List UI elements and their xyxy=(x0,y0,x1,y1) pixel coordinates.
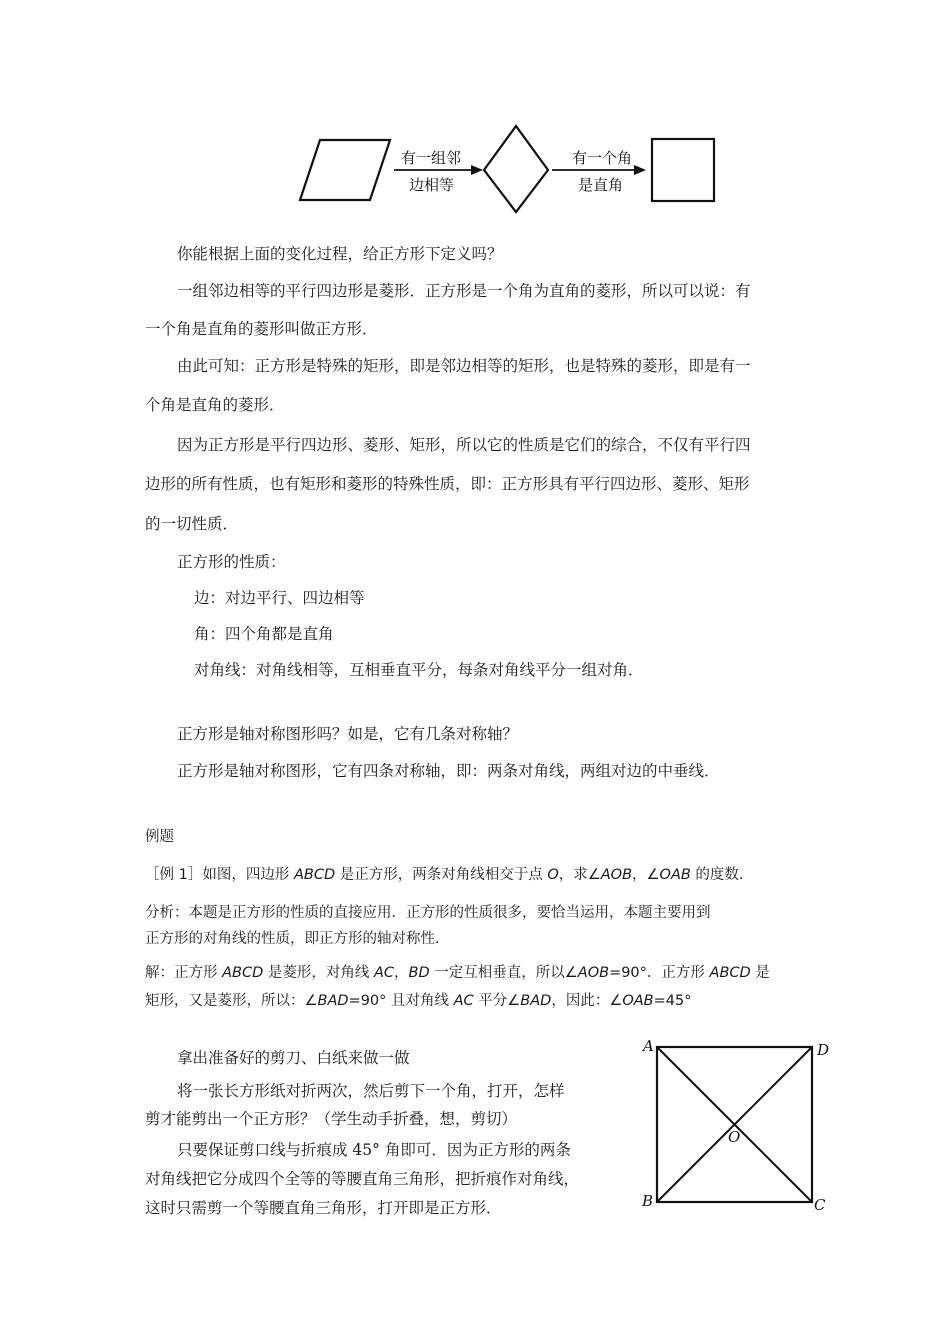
rhombus-shape xyxy=(484,126,548,212)
activity-line-2: 将一张长方形纸对折两次，然后剪下一个角，打开，怎样 xyxy=(177,1082,565,1100)
sol-b-5: =45° xyxy=(653,993,692,1009)
analysis-line-1: 分析：本题是正方形的性质的直接应用．正方形的性质很多，要恰当运用，本题主要用到 xyxy=(145,905,711,921)
solution-line-1 xyxy=(145,963,770,983)
ex1-abcd: ABCD xyxy=(293,867,336,883)
sol-b-ac: AC xyxy=(453,993,474,1009)
solution-line-2 xyxy=(145,991,691,1011)
center-label-o: O xyxy=(728,1128,741,1146)
sol-a-6: 是 xyxy=(750,965,770,981)
vertex-label-a: A xyxy=(643,1037,654,1055)
definition-question: 你能根据上面的变化过程，给正方形下定义吗？ xyxy=(177,245,503,263)
arrow-2-head xyxy=(634,165,646,175)
sol-a-5: =90°．正方形 xyxy=(609,965,710,981)
sol-a-bd: BD xyxy=(408,965,430,981)
paragraph-3-line-1: 因为正方形是平行四边形、菱形、矩形，所以它的性质是它们的综合，不仅有平行四 xyxy=(177,436,751,454)
paragraph-3-line-3: 的一切性质． xyxy=(145,515,239,533)
sol-a-4: 一定互相垂直，所以∠ xyxy=(429,965,578,981)
vertex-label-d: D xyxy=(817,1041,830,1059)
arrow-1-head xyxy=(471,165,483,175)
ex1-o: O xyxy=(547,867,559,883)
sol-a-abcd: ABCD xyxy=(222,965,264,981)
activity-line-3: 剪才能剪出一个正方形？（学生动手折叠，想，剪切） xyxy=(145,1110,518,1128)
ex1-mid3: ，∠ xyxy=(632,867,660,883)
sol-b-bad: BAD xyxy=(317,993,349,1009)
ex1-mid2: ，求∠ xyxy=(558,867,601,883)
activity-line-4: 只要保证剪口线与折痕成 45° 角即可．因为正方形的两条 xyxy=(177,1141,571,1159)
square-shape xyxy=(652,139,714,201)
sol-b-oab: OAB xyxy=(622,993,654,1009)
ex1-prefix: ［例 1］如图，四边形 xyxy=(145,867,294,883)
activity-line-6: 这时只需剪一个等腰直角三角形，打开即是正方形． xyxy=(145,1199,502,1217)
square-abcd-figure xyxy=(636,1034,836,1219)
sol-a-abcd2: ABCD xyxy=(709,965,751,981)
arrow-1-label-bottom: 边相等 xyxy=(409,176,455,194)
ex1-aob: AOB xyxy=(600,867,633,883)
arrow-2-label-bottom: 是直角 xyxy=(578,176,624,194)
sol-b-1: 矩形，又是菱形，所以：∠ xyxy=(145,993,318,1009)
ex1-oab: OAB xyxy=(659,867,691,883)
sol-a-1: 解：正方形 xyxy=(145,965,223,981)
paragraph-3-line-2: 边形的所有性质，也有矩形和菱形的特殊性质，即：正方形具有平行四边形、菱形、矩形 xyxy=(145,475,750,493)
property-diagonals: 对角线：对角线相等，互相垂直平分，每条对角线平分一组对角． xyxy=(194,661,644,679)
arrow-1-label-top: 有一组邻 xyxy=(401,149,462,167)
sol-a-ac: AC xyxy=(374,965,395,981)
sol-a-aob: AOB xyxy=(577,965,610,981)
properties-heading: 正方形的性质： xyxy=(177,553,286,571)
shape-transition-diagram xyxy=(290,120,730,220)
sol-a-2: 是菱形，对角线 xyxy=(263,965,374,981)
paragraph-1-line-2: 一个角是直角的菱形叫做正方形． xyxy=(145,320,378,338)
symmetry-answer: 正方形是轴对称图形，它有四条对称轴，即：两条对角线，两组对边的中垂线． xyxy=(177,762,720,780)
vertex-label-b: B xyxy=(642,1192,654,1210)
paragraph-1-line-1: 一组邻边相等的平行四边形是菱形．正方形是一个角为直角的菱形，所以可以说：有 xyxy=(177,282,751,300)
analysis-line-2: 正方形的对角线的性质，即正方形的轴对称性． xyxy=(145,931,450,947)
paragraph-2-line-1: 由此可知：正方形是特殊的矩形，即是邻边相等的矩形，也是特殊的菱形，即是有一 xyxy=(177,357,751,375)
sol-b-4: ，因此：∠ xyxy=(551,993,623,1009)
activity-line-1: 拿出准备好的剪刀、白纸来做一做 xyxy=(177,1049,410,1067)
sol-b-2: =90° 且对角线 xyxy=(348,993,454,1009)
property-sides: 边：对边平行、四边相等 xyxy=(194,589,365,607)
example-1-statement xyxy=(145,865,753,885)
symmetry-question: 正方形是轴对称图形吗？如是，它有几条对称轴？ xyxy=(177,725,519,743)
ex1-mid1: 是正方形，两条对角线相交于点 xyxy=(335,867,548,883)
sol-b-3: 平分∠ xyxy=(473,993,521,1009)
activity-line-5: 对角线把它分成四个全等的等腰直角三角形，把折痕作对角线， xyxy=(145,1170,580,1188)
parallelogram-shape xyxy=(300,140,390,200)
paragraph-2-line-2: 个角是直角的菱形． xyxy=(145,396,285,414)
example-heading: 例题 xyxy=(145,829,174,845)
vertex-label-c: C xyxy=(814,1196,826,1214)
ex1-end: 的度数． xyxy=(690,867,754,883)
property-angles: 角：四个角都是直角 xyxy=(194,625,334,643)
sol-b-bad2: BAD xyxy=(520,993,552,1009)
sol-a-3: ， xyxy=(394,965,409,981)
arrow-2-label-top: 有一个角 xyxy=(572,149,633,167)
